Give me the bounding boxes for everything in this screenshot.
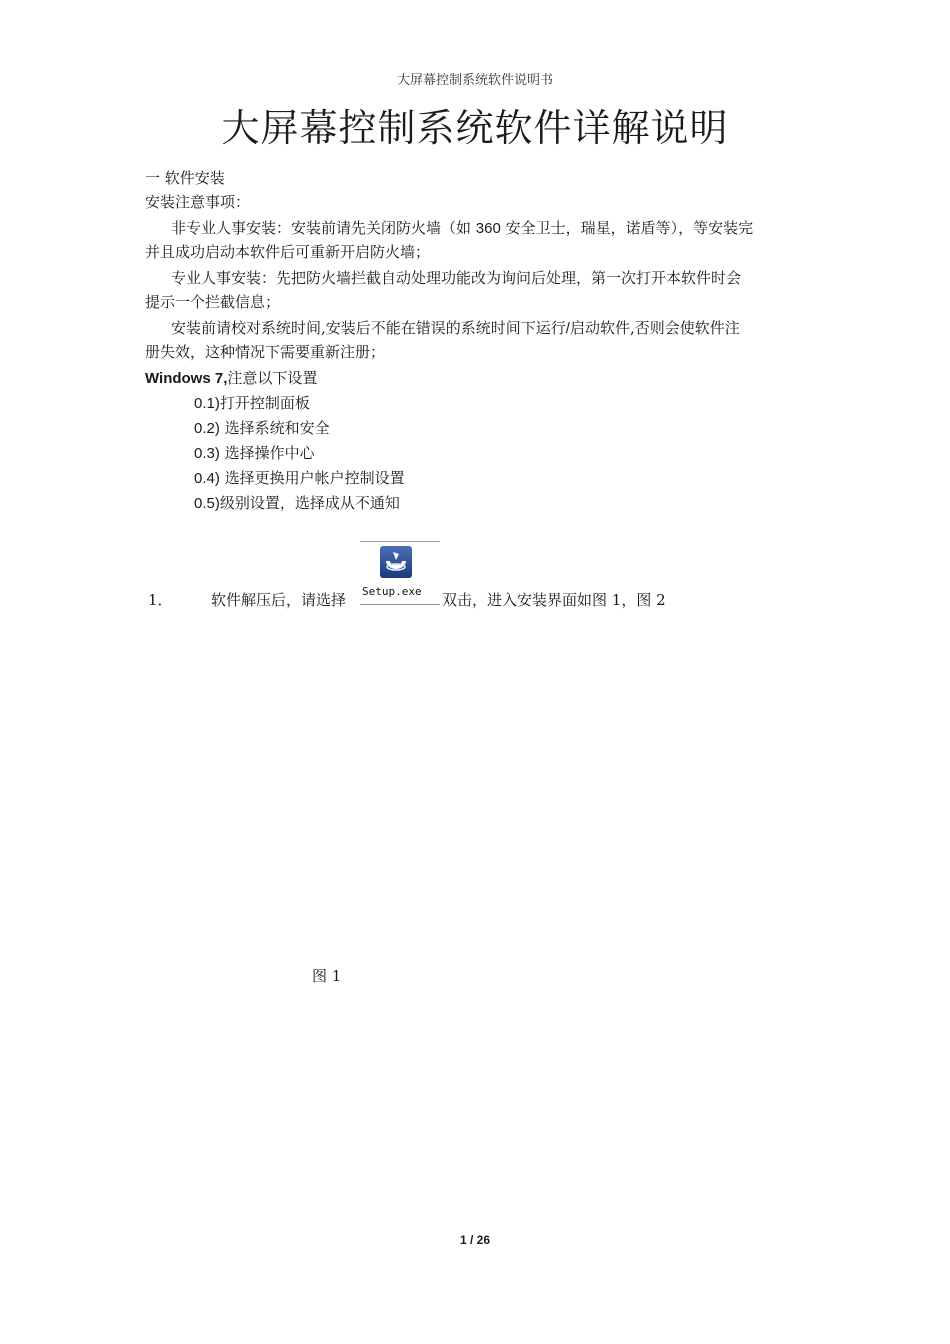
setup-exe-file-icon[interactable] (360, 541, 440, 605)
step-text: 选择系统和安全 (219, 419, 330, 437)
item-1-text-before: 软件解压后，请选择 (211, 591, 347, 609)
step-item (194, 466, 405, 491)
step-item (194, 441, 315, 466)
text: 安全卫士，瑞星，诺盾等），等安装完 (500, 219, 754, 237)
text: 非专业人事安装：安装前请先关闭防火墙（如 (171, 219, 476, 237)
paragraph-3-line-1 (171, 316, 740, 341)
step-item (194, 391, 310, 416)
page-number: 1 / 26 (459, 1233, 491, 1247)
text: ,安装后不能在错误的系统时间下运行 (321, 319, 566, 337)
text: 注意以下设置 (227, 369, 318, 387)
paragraph-3-line-2: 册失效，这种情况下需要重新注册； (145, 343, 386, 361)
section-heading: 一 软件安装 (145, 169, 225, 187)
step-text: 选择更换用户帐户控制设置 (219, 469, 405, 487)
text: ,否则会使软件注 (629, 319, 740, 337)
number-360: 360 (475, 220, 501, 237)
step-number: 0.4) (194, 470, 220, 487)
notes-heading: 安装注意事项： (145, 193, 251, 211)
step-item (194, 491, 400, 516)
setup-exe-icon (380, 546, 412, 578)
text: 启动软件 (569, 319, 630, 337)
step-number: 0.1) (194, 395, 220, 412)
windows7-line (145, 366, 317, 391)
step-text: 选择操作中心 (219, 444, 315, 462)
step-text: 级别设置，选择成从不通知 (219, 494, 400, 512)
step-text: 打开控制面板 (219, 394, 310, 412)
figure-caption: 图 1 (312, 967, 342, 985)
running-header: 大屏幕控制系统软件说明书 (396, 73, 553, 88)
text: 安装前请校对系统时间 (171, 319, 322, 337)
setup-exe-label: Setup.exe (362, 585, 422, 598)
paragraph-1-line-2: 并且成功启动本软件后可重新开启防火墙； (145, 243, 431, 261)
item-1-number: 1． (148, 591, 173, 609)
slash: / (565, 320, 570, 337)
step-number: 0.3) (194, 445, 220, 462)
item-1-text-after: 双击，进入安装界面如图 1，图 2 (442, 591, 666, 609)
document-title: 大屏幕控制系统软件详解说明 (221, 106, 729, 150)
paragraph-1-line-1 (171, 216, 753, 241)
step-number: 0.2) (194, 420, 220, 437)
step-item (194, 416, 330, 441)
step-number: 0.5) (194, 495, 220, 512)
windows7-label: Windows 7, (145, 370, 228, 387)
paragraph-2-line-2: 提示一个拦截信息； (145, 293, 281, 311)
paragraph-2-line-1: 专业人事安装：先把防火墙拦截自动处理功能改为询问后处理，第一次打开本软件时会 (171, 269, 742, 287)
